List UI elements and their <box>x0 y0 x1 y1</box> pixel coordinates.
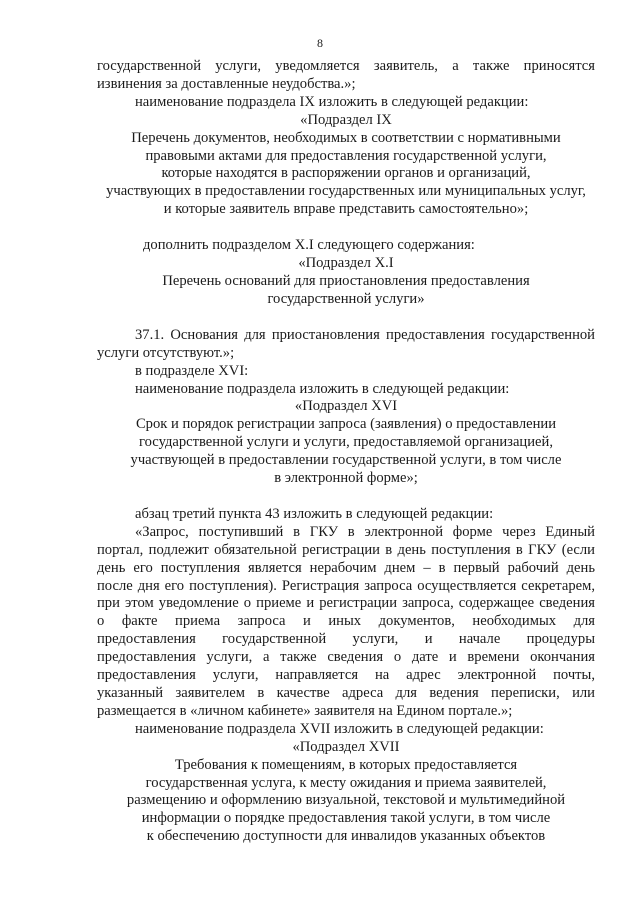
text-line: услуги отсутствуют.»; <box>97 344 235 361</box>
subsection-title-line: Срок и порядок регистрации запроса (заявления) о предоставлении <box>135 416 557 433</box>
subsection-title-line: Перечень оснований для приостановления предоставления <box>162 272 530 289</box>
subsection-heading: «Подраздел X.I <box>298 255 394 272</box>
text-line: извинения за доставленные неудобства.»; <box>97 75 356 92</box>
text-line: государственной услуги, уведомляется заявитель, а также приносятся <box>97 58 595 74</box>
page-number: 8 <box>317 36 323 50</box>
text-line: портал, подлежит обязательной регистрации в день поступления в ГКУ (если <box>97 541 595 558</box>
text-line: размещается в «личном кабинете» заявителя на Едином портале.»; <box>97 702 513 719</box>
subsection-title-line: Перечень документов, необходимых в соответствии с нормативными <box>131 129 561 146</box>
subsection-title-line: которые находятся в распоряжении органов и организаций, <box>161 165 531 182</box>
text-line: наименование подраздела IX изложить в следующей редакции: <box>135 93 529 110</box>
text-line: 37.1. Основания для приостановления предоставления государственной <box>135 326 595 343</box>
subsection-title-line: государственной услуги» <box>267 290 425 307</box>
text-line: указанный заявителем в качестве адреса для ведения переписки, или <box>97 685 595 701</box>
subsection-title-line: государственная услуга, к месту ожидания и приема заявителей, <box>145 774 547 791</box>
text-line: «Запрос, поступивший в ГКУ в электронной форме через Единый <box>135 523 595 540</box>
text-line: наименование подраздела XVII изложить в следующей редакции: <box>135 720 544 737</box>
subsection-title-line: Требования к помещениям, в которых предоставляется <box>174 756 518 773</box>
text-line: абзац третий пункта 43 изложить в следующей редакции: <box>135 505 494 522</box>
text-line: предоставления услуги, направляется на адрес электронной почты, <box>97 667 595 684</box>
text-line: о факте приема запроса и иных документов, необходимых для <box>97 613 595 630</box>
text-line: в подразделе XVI: <box>135 362 249 379</box>
subsection-title-line: информации о порядке предоставления такой услуги, в том числе <box>141 810 551 827</box>
subsection-title-line: размещению и оформлению визуальной, текстовой и мультимедийной <box>126 792 566 809</box>
subsection-heading: «Подраздел XVI <box>294 398 398 415</box>
text-line: день его поступления является нерабочим днем – в первый рабочий день <box>97 559 595 576</box>
text-line: предоставления услуги, а также сведения о дате и времени окончания <box>97 649 595 666</box>
subsection-title-line: участвующих в предоставлении государственных или муниципальных услуг, <box>106 183 586 200</box>
text-line: после дня его поступления). Регистрация запроса осуществляется секретарем, <box>97 577 595 594</box>
text-line: предоставления государственной услуги, и начале процедуры <box>97 631 595 648</box>
text-line: наименование подраздела изложить в следующей редакции: <box>135 380 510 397</box>
subsection-title-line: к обеспечению доступности для инвалидов указанных объектов <box>146 828 546 845</box>
document-body <box>97 58 595 846</box>
subsection-title-line: государственной услуги и услуги, предоставляемой организацией, <box>139 434 553 451</box>
subsection-heading: «Подраздел XVII <box>292 738 400 755</box>
text-line: при этом уведомление о приеме и регистрации запроса, содержащее сведения <box>97 595 595 612</box>
subsection-title-line: и которые заявитель вправе представить самостоятельно»; <box>163 201 529 218</box>
subsection-heading: «Подраздел IX <box>300 111 392 128</box>
subsection-title-line: участвующей в предоставлении государственной услуги, в том числе <box>130 452 562 469</box>
subsection-title-line: правовыми актами для предоставления государственной услуги, <box>145 147 547 164</box>
subsection-title-line: в электронной форме»; <box>274 470 418 487</box>
text-line: дополнить подразделом X.I следующего содержания: <box>143 237 475 254</box>
